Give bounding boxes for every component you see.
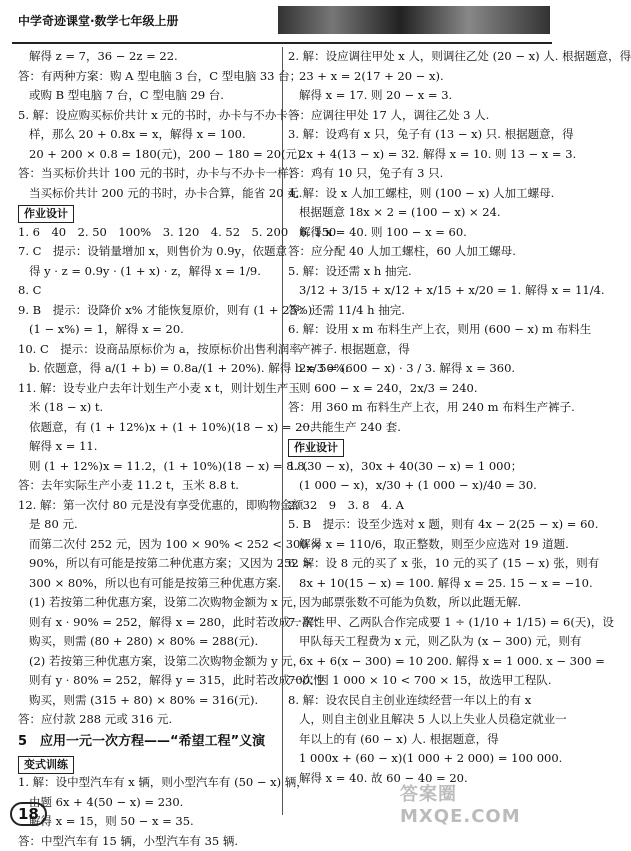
text-line: 解得 x = 17. 则 20 − x = 3. [288,86,556,106]
text-line: 年以上的有 (60 − x) 人. 根据题意，得 [288,730,556,750]
text-line: 8. C [18,281,286,301]
text-line: 由题 6x + 4(50 − x) = 230. [18,793,286,813]
text-line: 甲队每天工程费为 x 元，则乙队为 (x − 300) 元，则有 [288,632,556,652]
text-line: 2. 解：设应调往甲处 x 人，则调往乙处 (20 − x) 人. 根据题意，得 [288,47,556,67]
text-line: 5. 解：设应购买标价共计 x 元的书时，办卡与不办卡一 [18,106,286,126]
text-line: 700. 因 1 000 × 10 < 700 × 15，故选甲工程队. [288,671,556,691]
text-line: 解得 x = 40. 故 60 − 40 = 20. [288,769,556,789]
text-line: 是 80 元. [18,515,286,535]
text-line: 3. 解：设鸡有 x 只，兔子有 (13 − x) 只. 根据题意，得 [288,125,556,145]
header-banner-image [278,6,550,34]
header-divider [12,42,552,44]
text-line: b. 依题意，得 a/(1 + b) = 0.8a/(1 + 20%). 解得 b = 50%. [18,359,286,379]
text-line: 4. 解：设 x 人加工螺柱，则 (100 − x) 人加工螺母. [288,184,556,204]
text-line: 1. (30 − x)，30x + 40(30 − x) = 1 000； [288,457,556,477]
text-line: (1) 若按第二种优惠方案，设第二次购物金额为 x 元， [18,593,286,613]
text-line: 则有 x · 90% = 252，解得 x = 280，此时若改成一次性 [18,613,286,633]
text-line: 5. 解：设还需 x h 抽完. [288,262,556,282]
text-line: 2x/3 = (600 − x) · 3 / 3. 解得 x = 360. [288,359,556,379]
text-line: 1. 6 40 2. 50 100% 3. 120 4. 52 5. 200 6. 150 [18,223,286,243]
text-line: 300 × 80%，所以也有可能是按第三种优惠方案. [18,574,286,594]
section-label: 作业设计 [288,439,344,457]
text-line: (1 000 − x)，x/30 + (1 000 − x)/40 = 30. [288,476,556,496]
text-line: 样，那么 20 + 0.8x = x，解得 x = 100. [18,125,286,145]
text-line: 6x + 6(x − 300) = 10 200. 解得 x = 1 000. x − 300 = [288,652,556,672]
page-header [0,0,563,40]
text-line: 解得 z = 7，36 − 2z = 22. [18,47,286,67]
text-line: 解得 x = 15，则 50 − x = 35. [18,812,286,832]
text-line: 解得 x = 40. 则 100 − x = 60. [288,223,556,243]
text-line: 依题意，有 (1 + 12%)x + (1 + 10%)(18 − x) = 20. [18,418,286,438]
text-line: 购买，则需 (80 + 280) × 80% = 288(元). [18,632,286,652]
text-line: 购买，则需 (315 + 80) × 80% = 316(元). [18,691,286,711]
text-line: 产裤子. 根据题意，得 [288,340,556,360]
text-line: 答：还需 11/4 h 抽完. [288,301,556,321]
text-line: 而第二次付 252 元，因为 100 × 90% < 252 < 300 × [18,535,286,555]
text-line: 答：当买标价共计 100 元的书时，办卡与不办卡一样； [18,164,286,184]
text-line: 则有 y · 80% = 252，解得 y = 315，此时若改成一次性 [18,671,286,691]
text-line: 8x + 10(15 − x) = 100. 解得 x = 25. 15 − x = −10. [288,574,556,594]
text-line: (2) 若按第三种优惠方案，设第二次购物金额为 y 元， [18,652,286,672]
header-title: 中学奇迹课堂·数学七年级上册 [18,12,179,29]
right-column [288,47,556,788]
text-line: 6. 解：设用 x m 布料生产上衣，则用 (600 − x) m 布料生 [288,320,556,340]
section-heading [288,437,556,457]
page-number: 18 [10,802,47,826]
text-line: 答：应调往甲处 17 人，调往乙处 3 人. [288,106,556,126]
text-line: 20 + 200 × 0.8 = 180(元)，200 − 180 = 20(元). [18,145,286,165]
text-line: 1 000x + (60 − x)(1 000 + 2 000) = 100 000. [288,749,556,769]
text-line: 则 (1 + 12%)x = 11.2，(1 + 10%)(18 − x) = 8.8. [18,457,286,477]
text-line: 2x + 4(13 − x) = 32. 解得 x = 10. 则 13 − x = 3. [288,145,556,165]
text-line: 2. 32 9 3. 8 4. A [288,496,556,516]
text-line: 一共能生产 240 套. [288,418,556,438]
text-line: 人，则自主创业且解决 5 人以上失业人员稳定就业一 [288,710,556,730]
left-column [18,47,286,851]
text-line: 答：用 360 m 布料生产上衣，用 240 m 布料生产裤子. [288,398,556,418]
text-line: 10. C 提示：设商品原标价为 a，按原标价出售利润率 [18,340,286,360]
text-line: 答：应分配 40 人加工螺柱，60 人加工螺母. [288,242,556,262]
text-line: 答：应付款 288 元或 316 元. [18,710,286,730]
text-line: 9. B 提示：设降价 x% 才能恢复原价，则有 (1 + 25%) [18,301,286,321]
text-line: 当买标价共计 200 元的书时，办卡合算，能省 20 元. [18,184,286,204]
text-line: 6. 解：设 8 元的买了 x 张，10 元的买了 (15 − x) 张，则有 [288,554,556,574]
watermark: 答案圈 MXQE.COM [400,780,563,827]
section-label: 作业设计 [18,205,74,223]
text-line: 答：鸡有 10 只，兔子有 3 只. [288,164,556,184]
text-line: 7. 解：甲、乙两队合作完成要 1 ÷ (1/10 + 1/15) = 6(天)，设 [288,613,556,633]
text-line: 米 (18 − x) t. [18,398,286,418]
section-heading [18,754,286,774]
text-line: 1. 解：设中型汽车有 x 辆，则小型汽车有 (50 − x) 辆， [18,773,286,793]
text-line: 3/12 + 3/15 + x/12 + x/15 + x/20 = 1. 解得 x = 11/4. [288,281,556,301]
text-line: 90%，所以有可能是按第二种优惠方案；又因为 252 > [18,554,286,574]
text-line: (1 − x%) = 1，解得 x = 20. [18,320,286,340]
text-line: 5. B 提示：设至少选对 x 题，则有 4x − 2(25 − x) = 60. [288,515,556,535]
text-line: 11. 解：设专业户去年计划生产小麦 x t，则计划生产玉 [18,379,286,399]
text-line: 或购 B 型电脑 7 台，C 型电脑 29 台. [18,86,286,106]
text-line: 答：中型汽车有 15 辆，小型汽车有 35 辆. [18,832,286,851]
text-line: 答：有两种方案：购 A 型电脑 3 台，C 型电脑 33 台； [18,67,286,87]
text-line: 则 600 − x = 240，2x/3 = 240. [288,379,556,399]
text-line: 根据题意 18x × 2 = (100 − x) × 24. [288,203,556,223]
text-line: 7. C 提示：设销量增加 x，则售价为 0.9y，依题意 [18,242,286,262]
text-line: 23 + x = 2(17 + 20 − x). [288,67,556,87]
text-line: 解得 x = 11. [18,437,286,457]
text-line: 8. 解：设农民自主创业连续经营一年以上的有 x [288,691,556,711]
text-line: 12. 解：第一次付 80 元是没有享受优惠的，即购物金额 [18,496,286,516]
section-label: 变式训练 [18,756,74,774]
text-line: 答：去年实际生产小麦 11.2 t，玉米 8.8 t. [18,476,286,496]
text-line: 得 y · z = 0.9y · (1 + x) · z，解得 x = 1/9. [18,262,286,282]
section-heading [18,203,286,223]
text-line: 解得 x = 110/6，取正整数，则至少应选对 19 道题. [288,535,556,555]
chapter-title: 5 应用一元一次方程——“希望工程”义演 [18,730,286,754]
text-line: 因为邮票张数不可能为负数，所以此题无解. [288,593,556,613]
